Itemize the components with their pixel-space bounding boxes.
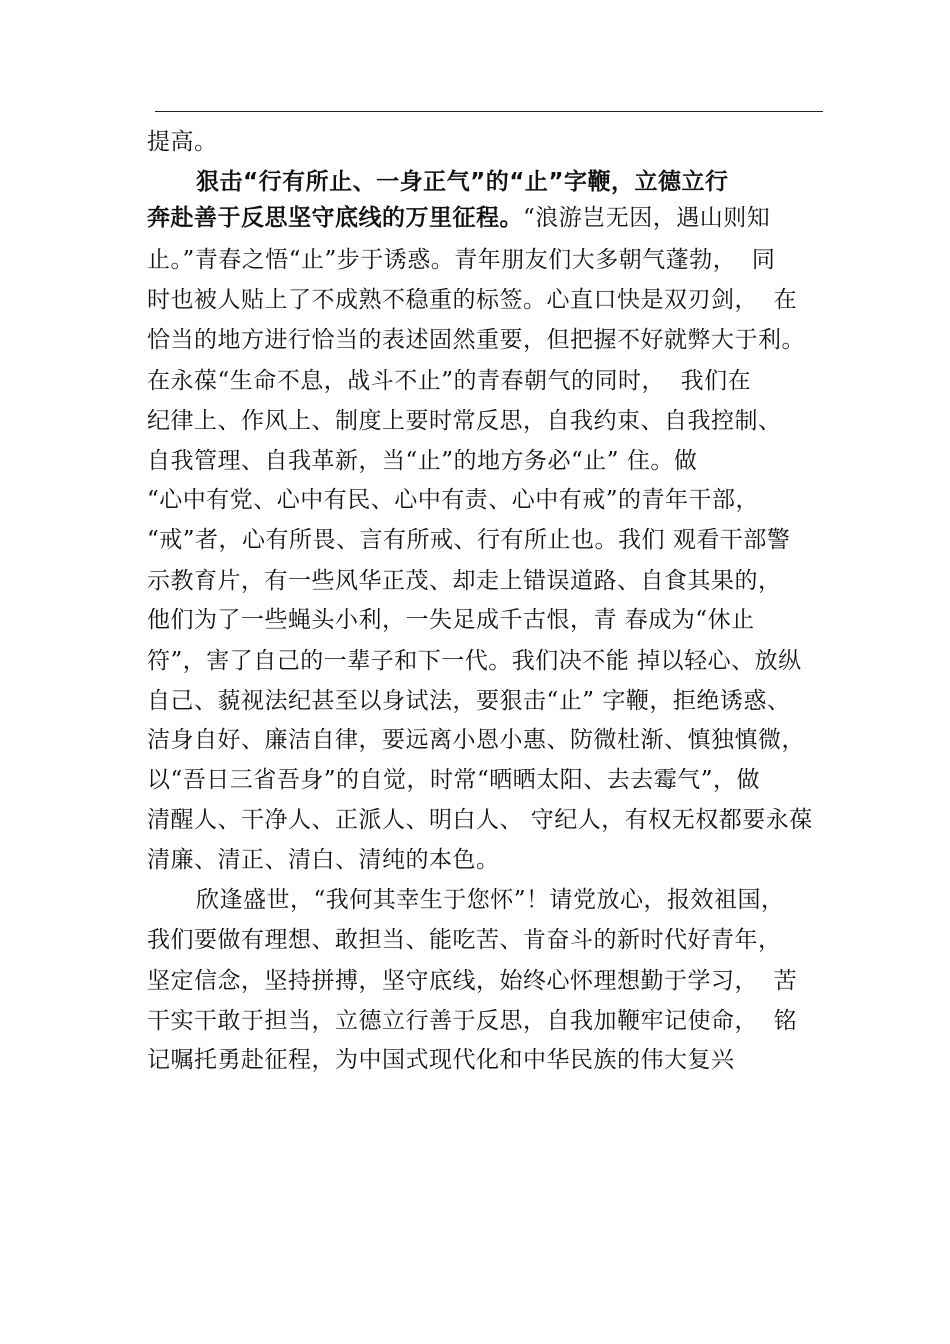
text-line-15: 自己、藐视法纪甚至以身试法，要狠击“止” 字鞭，拒绝诱惑、 — [147, 688, 791, 714]
text-line-10: “心中有党、心中有民、心中有责、心中有戒”的青年干部， — [147, 487, 760, 513]
text-line-23: 干实干敢于担当，立德立行善于反思，自我加鞭牢记使命， 铭 — [147, 1008, 798, 1034]
text-line-24: 记嘱托勇赴征程，为中国式现代化和中华民族的伟大复兴 — [147, 1047, 735, 1073]
text-line-4: 止。”青春之悟“止”步于诱惑。青年朋友们大多朝气蓬勃， 同 — [147, 247, 776, 273]
text-line-2: 狠击“行有所止、一身正气”的“止”字鞭，立德立行 — [196, 169, 729, 195]
text-line-17: 以“吾日三省吾身”的自觉，时常“晒晒太阳、去去霉气”，做 — [147, 767, 761, 793]
text-line-6: 恰当的地方进行恰当的表述固然重要，但把握不好就弊大于利。 — [147, 327, 805, 353]
text-line-3 — [147, 203, 770, 233]
text-line-5: 时也被人贴上了不成熟不稳重的标签。心直口快是双刃剑， 在 — [147, 287, 798, 313]
text-line-14: 符”，害了自己的一辈子和下一代。我们决不能 掉以轻心、放纵 — [147, 648, 802, 674]
bold-heading-part: 奔赴善于反思坚守底线的万里征程。 — [147, 205, 523, 231]
text-line-21: 我们要做有理想、敢担当、能吃苦、肯奋斗的新时代好青年， — [147, 927, 782, 953]
text-line-20: 欣逢盛世，“我何其幸生于您怀”！请党放心，报效祖国， — [196, 887, 785, 913]
header-divider — [155, 111, 823, 112]
text-line-18: 清醒人、干净人、正派人、明白人、 守纪人，有权无权都要永葆 — [147, 807, 813, 833]
text-line-11: “戒”者，心有所畏、言有所戒、行有所止也。我们 观看干部警 — [147, 527, 791, 553]
text-line-9: 自我管理、自我革新，当“止”的地方务必“止” 住。做 — [147, 448, 698, 474]
text-line-12: 示教育片，有一些风华正茂、却走上错误道路、自食其果的， — [147, 568, 782, 594]
quote-part: “浪游岂无因，遇山则知 — [523, 205, 771, 231]
text-line-19: 清廉、清正、清白、清纯的本色。 — [147, 847, 500, 873]
text-line-13: 他们为了一些蝇头小利，一失足成千古恨，青 春成为“休止 — [147, 607, 755, 633]
text-line-7: 在永葆“生命不息，战斗不止”的青春朝气的同时， 我们在 — [147, 368, 752, 394]
text-line-1: 提高。 — [147, 129, 218, 155]
text-line-16: 洁身自好、廉洁自律，要远离小恩小惠、防微杜渐、慎独慎微， — [147, 727, 805, 753]
text-line-22: 坚定信念，坚持拼搏，坚守底线，始终心怀理想勤于学习， 苦 — [147, 968, 798, 994]
text-line-8: 纪律上、作风上、制度上要时常反思，自我约束、自我控制、 — [147, 408, 782, 434]
